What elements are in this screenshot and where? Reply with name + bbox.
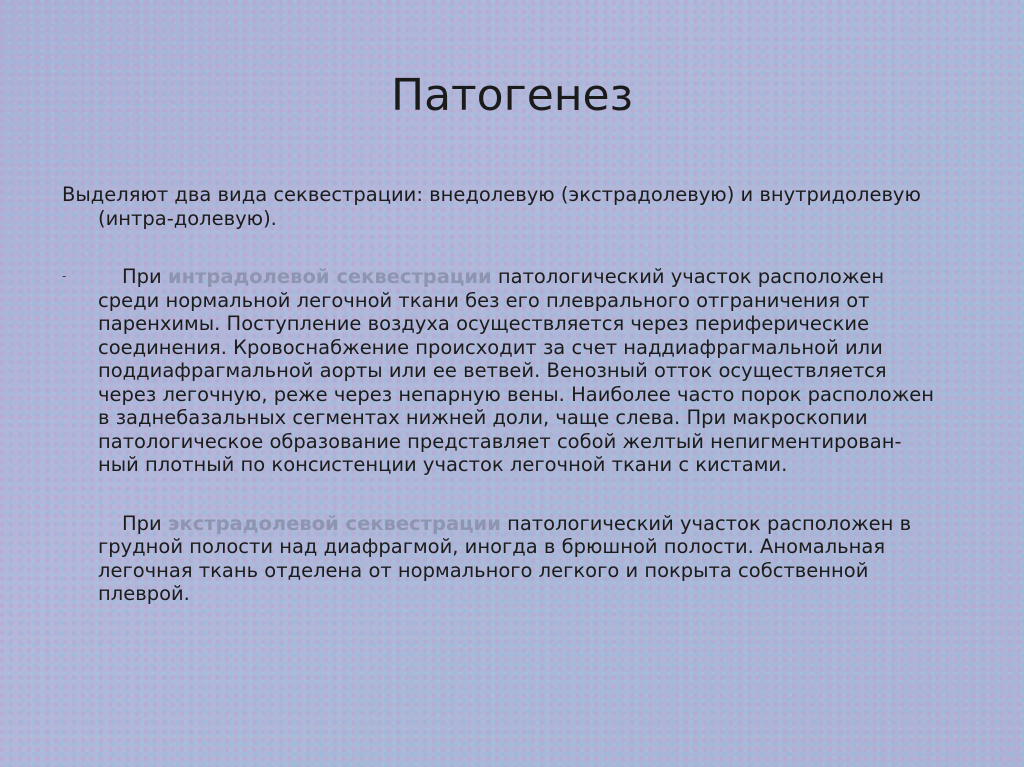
highlight-term: экстрадолевой секвестрации bbox=[167, 511, 501, 535]
paragraph-prefix: При bbox=[122, 511, 168, 535]
paragraph-prefix: При bbox=[122, 265, 168, 288]
intro-paragraph: Выделяют два вида секвестрации: внедолевую (экстрадолевую) и внутридолевую (интра-долевую). bbox=[62, 183, 921, 230]
intralobar-paragraph bbox=[98, 265, 942, 477]
list-item bbox=[62, 265, 942, 477]
highlight-term: интрадолевой секвестрации bbox=[167, 265, 492, 288]
paragraph-text: патологический участок расположен в грудной полости над диафрагмой, иногда в брюшной полости. Аномальная легочная ткань отделена от нормального легкого и покрыта собственной плеврой. bbox=[98, 511, 912, 605]
list-item bbox=[62, 512, 942, 606]
extralobar-paragraph bbox=[98, 512, 942, 606]
slide-content bbox=[62, 183, 942, 606]
bullet-marker: - bbox=[62, 269, 67, 283]
slide-title: Патогенез bbox=[390, 70, 634, 121]
paragraph-text: патологический участок расположен среди нормальной легочной ткани без его плеврального отграничения от паренхимы. Поступление воздуха осуществляется через периферические соединения. Кровоснабжение происходит за счет наддиафрагмальной или поддиафрагмальной аорты или ее ветвей. Венозный отток осуществляется через легочную, реже через непарную вены. Наиболее часто порок расположен в заднебазальных сегментах нижней доли, чаще слева. При макроскопии патологическое образование представляет собой желтый непигментирован-ный плотный по консистенции участок легочной ткани с кистами. bbox=[98, 265, 935, 476]
